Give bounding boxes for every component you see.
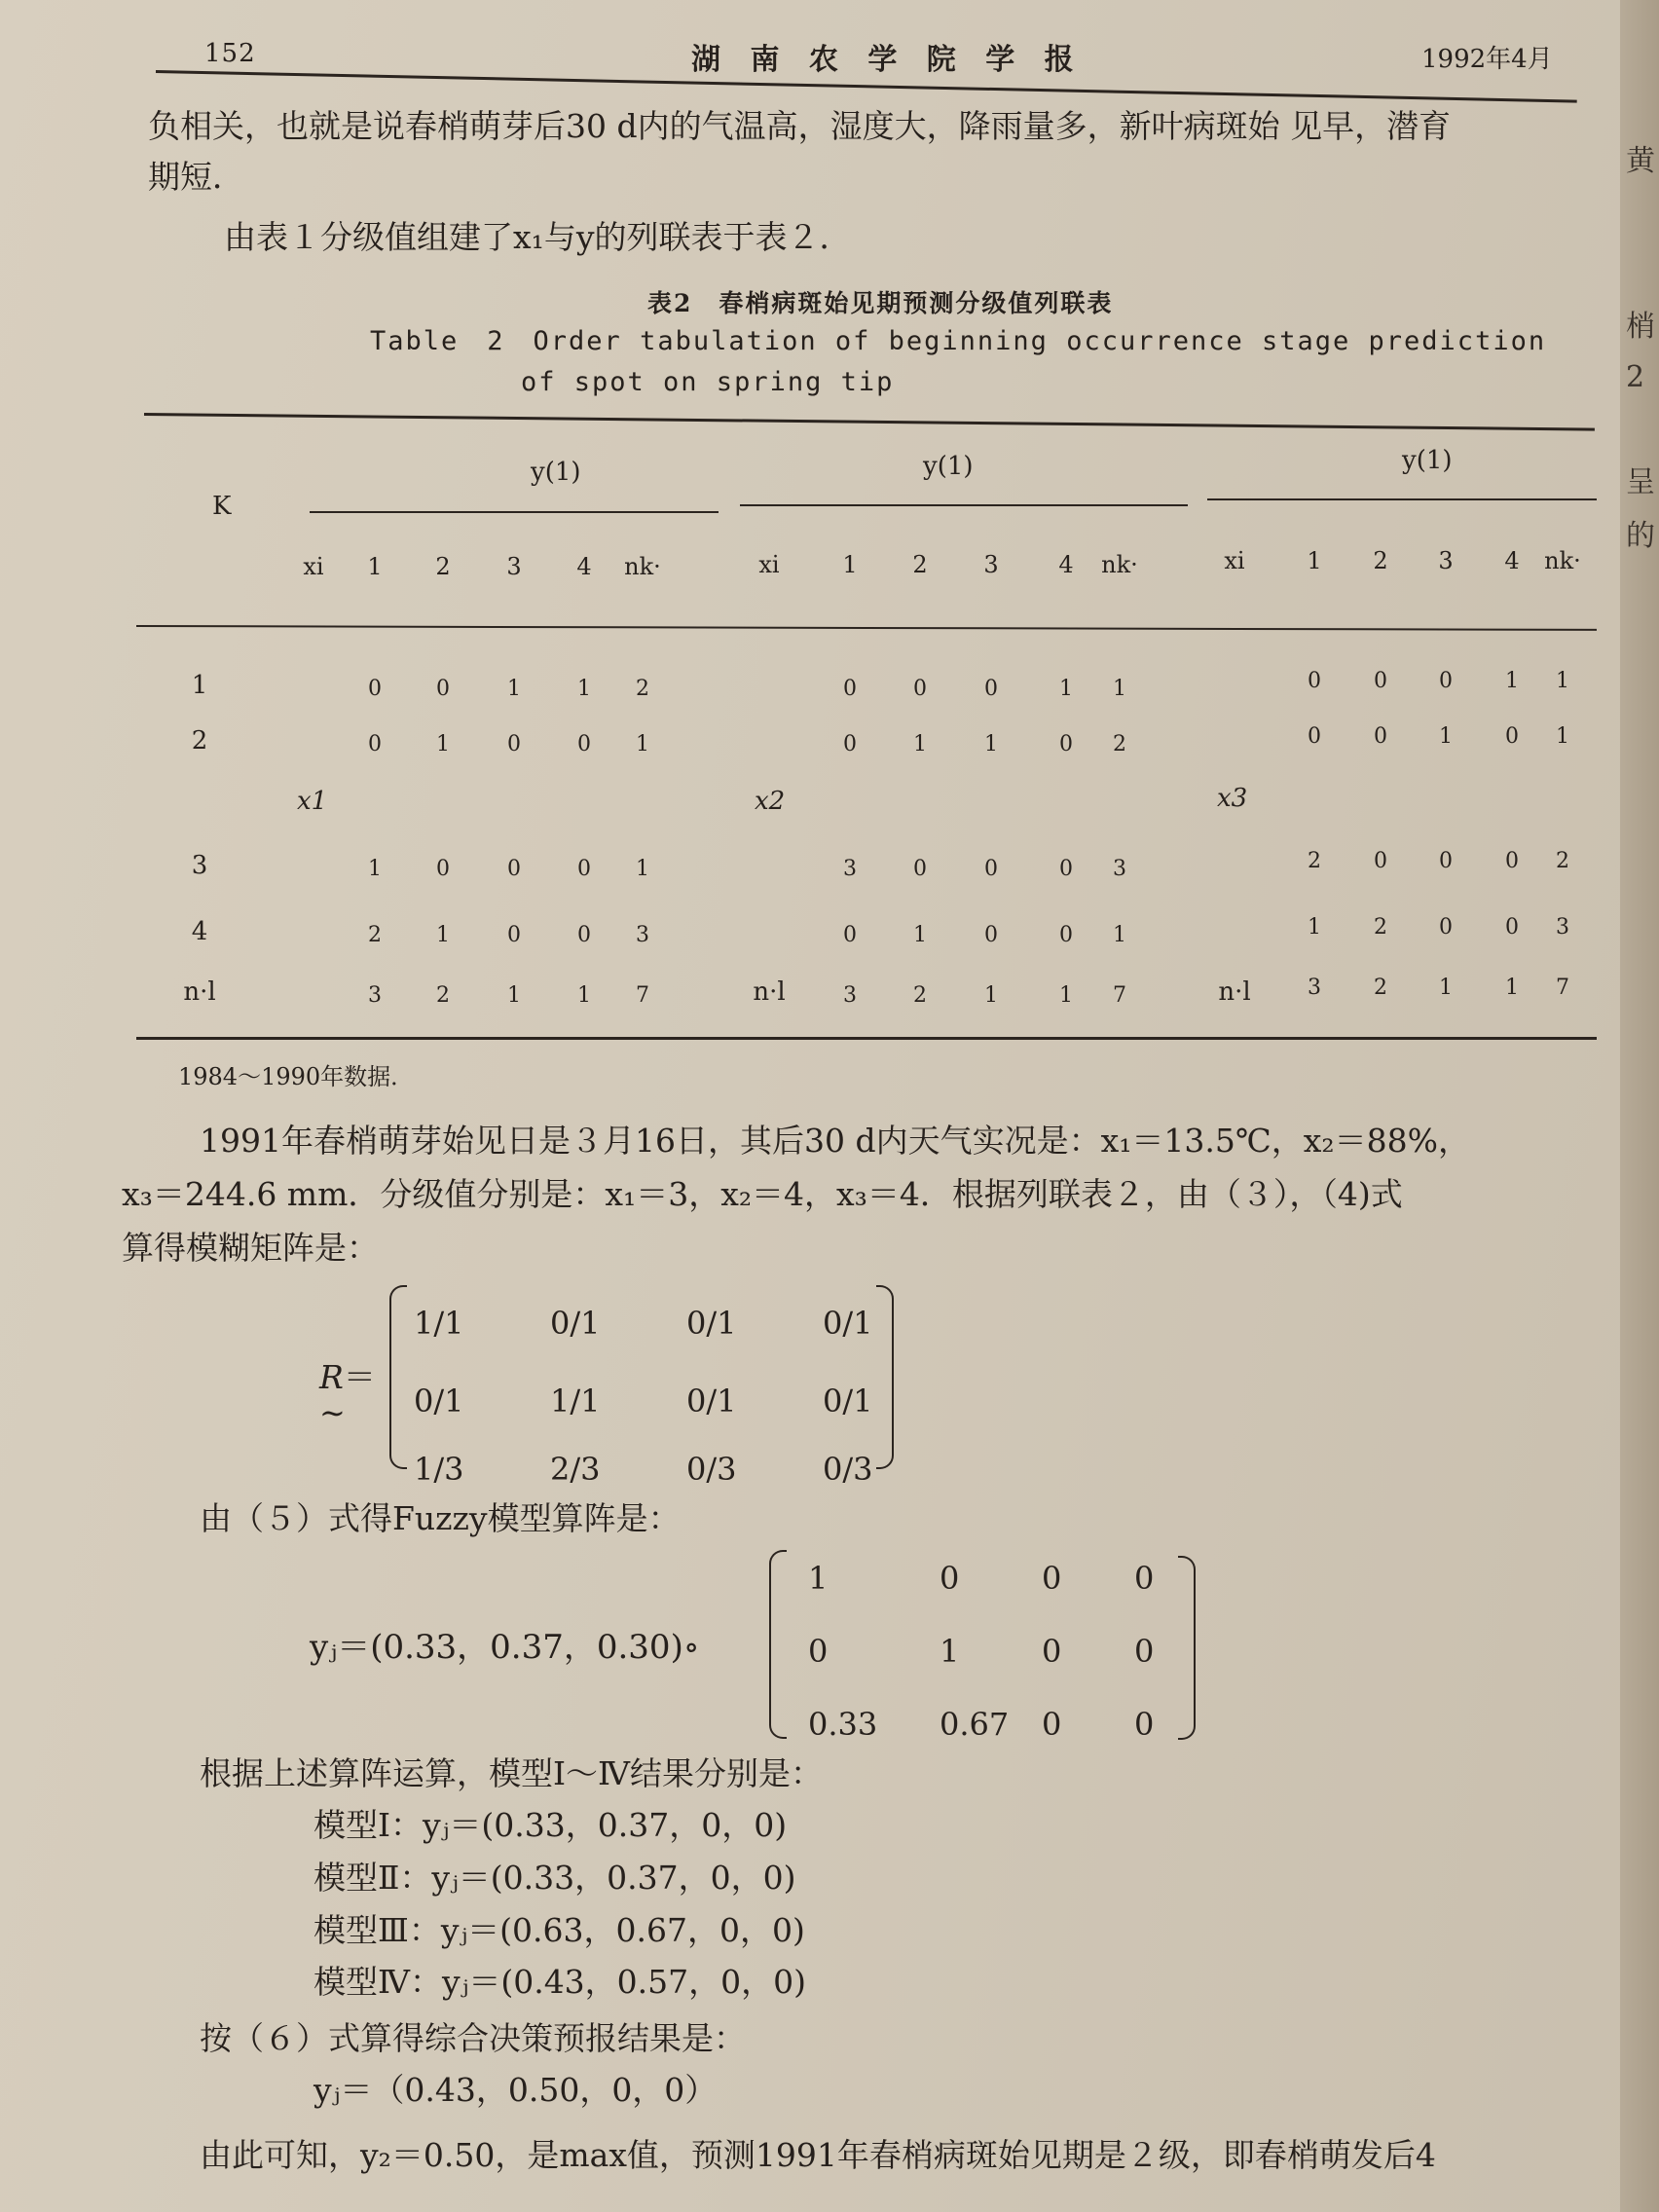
table-cell: 1: [1113, 677, 1126, 701]
column-header-2: 2: [435, 553, 451, 580]
table-cell: 1: [1113, 923, 1126, 947]
edge-glyph: 呈: [1626, 465, 1655, 499]
table-cell: 1: [913, 923, 927, 947]
table-cell: 2: [913, 983, 927, 1008]
column-header-xi: xi: [303, 553, 324, 580]
column-header-3: 3: [506, 553, 522, 580]
group2-underline: [740, 504, 1188, 506]
matrix-r-cell: 0/1: [686, 1305, 737, 1342]
body-p2: 由（５）式得Fuzzy模型算阵是：: [200, 1499, 681, 1537]
journal-title: 湖 南 农 学 院 学 报: [691, 43, 1084, 77]
table-cell: 0: [1505, 849, 1519, 873]
table-cell: 1: [636, 857, 649, 881]
table-cell: 3: [843, 983, 857, 1008]
issue-date: 1992年4月: [1421, 45, 1553, 74]
table-cell: 7: [1556, 976, 1569, 1000]
column-header-4: 4: [1058, 551, 1074, 578]
tilde-mark: ∼: [319, 1394, 346, 1431]
model-3-result: 模型Ⅲ：yⱼ＝(0.63，0.67，0，0): [313, 1911, 805, 1949]
table-cell: 1: [507, 983, 521, 1008]
body-p1-line-2: x₃＝244.6 mm．分级值分别是：x₁＝3，x₂＝4，x₃＝4．根据列联表２，由（３），（4)式: [122, 1175, 1403, 1213]
matrix-r-cell: 0/1: [414, 1382, 464, 1419]
yj-expression: yⱼ＝(0.33，0.37，0.30)∘: [310, 1628, 700, 1667]
table-title-en-line-1: Table 2 Order tabulation of beginning occurrence stage prediction: [370, 326, 1547, 356]
table-cell: 0: [984, 923, 998, 947]
adjacent-page-edge: [1620, 0, 1659, 2212]
matrix-r-cell: 1/1: [414, 1305, 464, 1342]
column-header-2: 2: [912, 551, 928, 578]
edge-glyph: 梢: [1626, 310, 1655, 344]
table-cell: 0: [436, 857, 450, 881]
table-cell: 0: [1439, 669, 1453, 693]
table-cell: 3: [1308, 976, 1321, 1000]
column-header-nk: nk·: [624, 553, 661, 580]
edge-glyph: 黄: [1626, 144, 1655, 178]
table-title-cn: 表2 春梢病斑始见期预测分级值列联表: [647, 289, 1114, 317]
row-label: 4: [191, 917, 208, 946]
table-cell: 0: [507, 732, 521, 756]
column-header-1: 1: [367, 553, 383, 580]
matrix-r-cell: 0/1: [823, 1382, 873, 1419]
row-header-k: K: [212, 492, 232, 521]
table-cell: 0: [368, 677, 382, 701]
group3-underline: [1207, 498, 1597, 500]
table-cell: 2: [368, 923, 382, 947]
table-footnote: 1984～1990年数据．: [178, 1063, 415, 1090]
table-cell: 1: [1308, 915, 1321, 940]
matrix-r-cell: 0/1: [550, 1305, 601, 1342]
table-title-en-line-2: of spot on spring tip: [521, 367, 895, 397]
model-4-result: 模型Ⅳ：yⱼ＝(0.43，0.57，0，0): [313, 1963, 807, 2001]
fuzzy-matrix-cell: 1: [808, 1560, 829, 1597]
column-header-nk: nk·: [1101, 551, 1138, 578]
table-cell: 2: [636, 677, 649, 701]
table-cell: 2: [1308, 849, 1321, 873]
column-header-3: 3: [983, 551, 999, 578]
column-header-xi: xi: [1224, 547, 1245, 574]
table-cell: 2: [1374, 976, 1387, 1000]
fuzzy-model-matrix: [769, 1550, 1198, 1743]
table-cell: 3: [1556, 915, 1569, 940]
table-cell: 0: [577, 923, 591, 947]
table-cell: 0: [577, 857, 591, 881]
table-cell: 0: [1308, 669, 1321, 693]
table-cell: 1: [984, 983, 998, 1008]
table-cell: 1: [507, 677, 521, 701]
group1-header: y(1): [531, 458, 581, 487]
fuzzy-matrix-cell: 0.33: [808, 1706, 878, 1743]
table-cell: 7: [636, 983, 649, 1008]
table-cell: 3: [1113, 857, 1126, 881]
body-p1-line-1: 1991年春梢萌芽始见日是３月16日，其后30 d内天气实况是：x₁＝13.5℃，x₂＝88%，: [200, 1122, 1470, 1160]
matrix-r-cell: 0/1: [686, 1382, 737, 1419]
matrix-r-cell: 0/1: [823, 1305, 873, 1342]
column-header-xi: xi: [758, 551, 780, 578]
column-header-2: 2: [1373, 547, 1388, 574]
group3-header: y(1): [1402, 446, 1453, 475]
table-top-rule: [144, 413, 1595, 431]
r-equals: ＝: [343, 1358, 376, 1396]
table-cell: 1: [1439, 976, 1453, 1000]
table-cell: 0: [368, 732, 382, 756]
table-cell: 3: [368, 983, 382, 1008]
table-cell: 1: [636, 732, 649, 756]
table-cell: 0: [577, 732, 591, 756]
table-cell: 0: [984, 677, 998, 701]
row-label: 2: [191, 726, 208, 756]
factor-x2: x2: [755, 787, 786, 816]
running-header: [156, 29, 1558, 78]
table-cell: 1: [1556, 669, 1569, 693]
matrix-r-cell: 1/3: [414, 1451, 464, 1488]
intro-line-3: 由表１分级值组建了x₁与y的列联表于表２．: [224, 218, 852, 256]
table-cell: 0: [1505, 724, 1519, 749]
row-label: 3: [191, 851, 208, 880]
body-p3: 根据上述算阵运算，模型Ⅰ～Ⅳ结果分别是：: [200, 1754, 824, 1792]
fuzzy-matrix-cell: 0: [1134, 1706, 1155, 1743]
model-2-result: 模型Ⅱ：yⱼ＝(0.33，0.37，0，0): [313, 1859, 796, 1897]
table-bottom-rule: [136, 1037, 1597, 1040]
table-cell: 1: [1556, 724, 1569, 749]
intro-line-1: 负相关，也就是说春梢萌芽后30 d内的气温高，湿度大，降雨量多，新叶病斑始 见早，潜育: [148, 107, 1452, 145]
table-cell: 1: [984, 732, 998, 756]
table-cell: 0: [1439, 849, 1453, 873]
table-cell: 0: [1059, 732, 1073, 756]
fuzzy-matrix-cell: 0: [940, 1560, 960, 1597]
intro-line-2: 期短．: [148, 158, 244, 196]
group1-underline: [310, 511, 719, 513]
r-symbol: R: [319, 1358, 344, 1396]
fuzzy-matrix-r: [389, 1285, 896, 1488]
table-cell: 0: [1439, 915, 1453, 940]
table-cell: 0: [1308, 724, 1321, 749]
fuzzy-matrix-cell: 0: [1042, 1633, 1062, 1670]
table-cell: 0: [984, 857, 998, 881]
fuzzy-matrix-cell: 0.67: [940, 1706, 1010, 1743]
table-cell: 2: [1374, 915, 1387, 940]
fuzzy-matrix-cell: 0: [1042, 1706, 1062, 1743]
factor-x3: x3: [1217, 784, 1248, 813]
table-cell: 0: [1374, 724, 1387, 749]
fuzzy-matrix-cell: 0: [1042, 1560, 1062, 1597]
table-cell: 0: [843, 923, 857, 947]
table-cell: 2: [1113, 732, 1126, 756]
table-cell: 1: [913, 732, 927, 756]
matrix-r-cell: 1/1: [550, 1382, 601, 1419]
matrix-right-bracket: [1178, 1556, 1196, 1740]
table-cell: 0: [507, 857, 521, 881]
table-cell: 1: [1439, 724, 1453, 749]
table-cell: 1: [436, 732, 450, 756]
column-header-3: 3: [1438, 547, 1454, 574]
table-cell: 1: [577, 983, 591, 1008]
table-cell: 2: [1556, 849, 1569, 873]
matrix-left-bracket: [389, 1285, 407, 1469]
table-cell: 0: [507, 923, 521, 947]
edge-glyph: 的: [1626, 519, 1655, 553]
table-cell: 0: [1374, 849, 1387, 873]
row-label: 1: [191, 671, 208, 700]
group2-header: y(1): [923, 452, 974, 481]
row-label-total-g3: n·l: [1218, 977, 1251, 1007]
fuzzy-matrix-cell: 0: [808, 1633, 829, 1670]
matrix-r-label: [319, 1356, 376, 1399]
table-cell: 0: [1059, 923, 1073, 947]
body-p4: 按（６）式算得综合决策预报结果是：: [200, 2019, 746, 2057]
table-cell: 2: [436, 983, 450, 1008]
matrix-right-bracket: [876, 1285, 894, 1469]
model-1-result: 模型Ⅰ：yⱼ＝(0.33，0.37，0，0): [313, 1806, 788, 1844]
table-cell: 0: [436, 677, 450, 701]
table-title-en: [370, 321, 1546, 403]
table-cell: 0: [1059, 857, 1073, 881]
table-cell: 1: [1505, 669, 1519, 693]
column-header-1: 1: [842, 551, 858, 578]
matrix-r-cell: 0/3: [823, 1451, 873, 1488]
table-cell: 3: [843, 857, 857, 881]
table-cell: 7: [1113, 983, 1126, 1008]
table-cell: 0: [1374, 669, 1387, 693]
table-cell: 3: [636, 923, 649, 947]
factor-x1: x1: [297, 787, 328, 816]
table-cell: 0: [913, 857, 927, 881]
matrix-left-bracket: [769, 1550, 787, 1739]
row-label-total-g2: n·l: [753, 977, 786, 1007]
column-header-nk: nk·: [1544, 547, 1581, 574]
table-cell: 0: [843, 732, 857, 756]
row-label: n·l: [183, 977, 216, 1007]
fuzzy-matrix-cell: 0: [1134, 1560, 1155, 1597]
table-cell: 0: [913, 677, 927, 701]
fuzzy-matrix-cell: 1: [940, 1633, 960, 1670]
final-result: yⱼ＝（0.43，0.50，0，0）: [313, 2071, 718, 2109]
table-cell: 1: [368, 857, 382, 881]
body-p5: 由此可知，y₂＝0.50，是max值，预测1991年春梢病斑始见期是２级，即春梢萌发后4: [200, 2136, 1436, 2174]
matrix-r-cell: 2/3: [550, 1451, 601, 1488]
table-cell: 1: [577, 677, 591, 701]
table-cell: 0: [1505, 915, 1519, 940]
column-header-1: 1: [1307, 547, 1322, 574]
body-p1-line-3: 算得模糊矩阵是：: [122, 1229, 379, 1267]
table-cell: 1: [1505, 976, 1519, 1000]
edge-glyph: 2: [1626, 360, 1645, 394]
column-header-4: 4: [1504, 547, 1520, 574]
table-cell: 1: [436, 923, 450, 947]
fuzzy-matrix-cell: 0: [1134, 1633, 1155, 1670]
matrix-r-cell: 0/3: [686, 1451, 737, 1488]
table-cell: 1: [1059, 677, 1073, 701]
table-cell: 0: [843, 677, 857, 701]
table-cell: 1: [1059, 983, 1073, 1008]
table-header-rule: [136, 625, 1597, 631]
column-header-4: 4: [576, 553, 592, 580]
page-number: 152: [204, 39, 256, 68]
